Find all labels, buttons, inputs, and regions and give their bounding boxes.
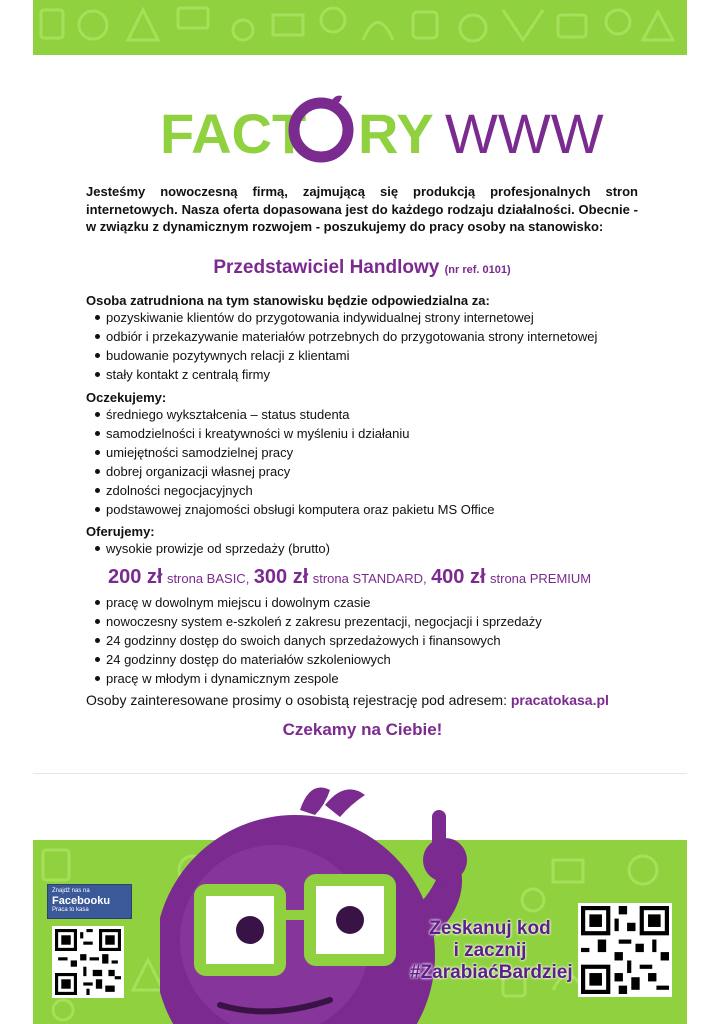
list-item: 24 godzinny dostęp do materiałów szkoleniowych xyxy=(86,650,638,669)
job-title-text: Przedstawiciel Handlowy xyxy=(213,257,440,278)
list-item: 24 godzinny dostęp do swoich danych sprzedażowych i finansowych xyxy=(86,631,638,650)
responsibilities-heading: Osoba zatrudniona na tym stanowisku będzie odpowiedzialna za: xyxy=(86,293,490,308)
price-standard-label: strona STANDARD, xyxy=(312,571,427,586)
facebook-line3: Praca to kasa xyxy=(52,907,89,913)
cta-line3: #ZarabiaćBardziej xyxy=(410,962,573,983)
list-item: samodzielności i kreatywności w myśleniu i działaniu xyxy=(86,424,638,443)
list-item: podstawowej znajomości obsługi komputera oraz pakietu MS Office xyxy=(86,500,638,519)
list-item: pracę w młodym i dynamicznym zespole xyxy=(86,669,638,688)
list-item: wysokie prowizje od sprzedaży (brutto) xyxy=(86,539,638,558)
list-item: budowanie pozytywnych relacji z klientami xyxy=(86,346,638,365)
list-item: umiejętności samodzielnej pracy xyxy=(86,443,638,462)
job-title xyxy=(86,257,638,279)
offer-list xyxy=(86,593,638,688)
cta-line2: i zacznij xyxy=(453,940,527,961)
offer-list-section xyxy=(86,593,638,688)
factorywww-logo xyxy=(0,90,725,170)
registration-link[interactable]: pracatokasa.pl xyxy=(510,692,609,708)
registration-text: Osoby zainteresowane prosimy o osobistą rejestrację pod adresem: xyxy=(86,692,507,708)
responsibilities-list xyxy=(86,308,638,384)
qr-code-left[interactable] xyxy=(52,926,124,998)
logo-text-fact: FACT xyxy=(160,102,307,165)
registration-line xyxy=(86,692,646,708)
list-item: stały kontakt z centralą firmy xyxy=(86,365,638,384)
job-ref: (nr ref. 0101) xyxy=(444,264,511,276)
price-premium-label: strona PREMIUM xyxy=(490,571,592,586)
price-basic-amount: 200 zł xyxy=(108,566,163,588)
requirements-section xyxy=(86,390,638,519)
logo-text-ry: RY xyxy=(358,102,434,165)
closing-text: Czekamy na Ciebie! xyxy=(282,720,443,739)
facebook-line2: Facebooku xyxy=(52,895,111,907)
top-pattern-band xyxy=(33,0,687,55)
intro-paragraph: Jesteśmy nowoczesną firmą, zajmującą się produkcją profesjonalnych stron internetowych. Nasza oferta dopasowana jest do każdego rodzaju działalności. Obecnie - w związku z dynamicznym rozwojem - poszukujemy do pracy osoby na stanowisko: xyxy=(86,184,638,234)
logo-text-www: WWW xyxy=(445,102,604,165)
mascot-illustration xyxy=(160,780,490,1024)
qr-code-right[interactable] xyxy=(578,903,672,997)
facebook-badge[interactable] xyxy=(47,884,132,919)
requirements-list xyxy=(86,405,638,519)
price-line xyxy=(108,566,668,589)
offer-section xyxy=(86,524,638,558)
list-item: zdolności negocjacyjnych xyxy=(86,481,638,500)
list-item: dobrej organizacji własnej pracy xyxy=(86,462,638,481)
price-standard-amount: 300 zł xyxy=(253,566,309,588)
offer-first-list xyxy=(86,539,638,558)
icon-pattern xyxy=(33,0,687,55)
requirements-heading: Oczekujemy: xyxy=(86,390,167,405)
cta-line1: Zeskanuj kod xyxy=(429,918,551,939)
offer-heading: Oferujemy: xyxy=(86,524,155,539)
list-item: odbiór i przekazywanie materiałów potrzebnych do przygotowania strony internetowej xyxy=(86,327,638,346)
facebook-line1: Znajdź nas na xyxy=(52,888,90,894)
responsibilities-section xyxy=(86,293,638,384)
list-item: nowoczesny system e-szkoleń z zakresu prezentacji, negocjacji i sprzedaży xyxy=(86,612,638,631)
list-item: pracę w dowolnym miejscu i dowolnym czasie xyxy=(86,593,638,612)
price-premium-amount: 400 zł xyxy=(431,566,486,588)
list-item: pozyskiwanie klientów do przygotowania indywidualnej strony internetowej xyxy=(86,308,638,327)
divider xyxy=(33,773,687,774)
price-basic-label: strona BASIC, xyxy=(166,571,250,586)
cta-text xyxy=(410,918,573,984)
list-item: średniego wykształcenia – status studenta xyxy=(86,405,638,424)
